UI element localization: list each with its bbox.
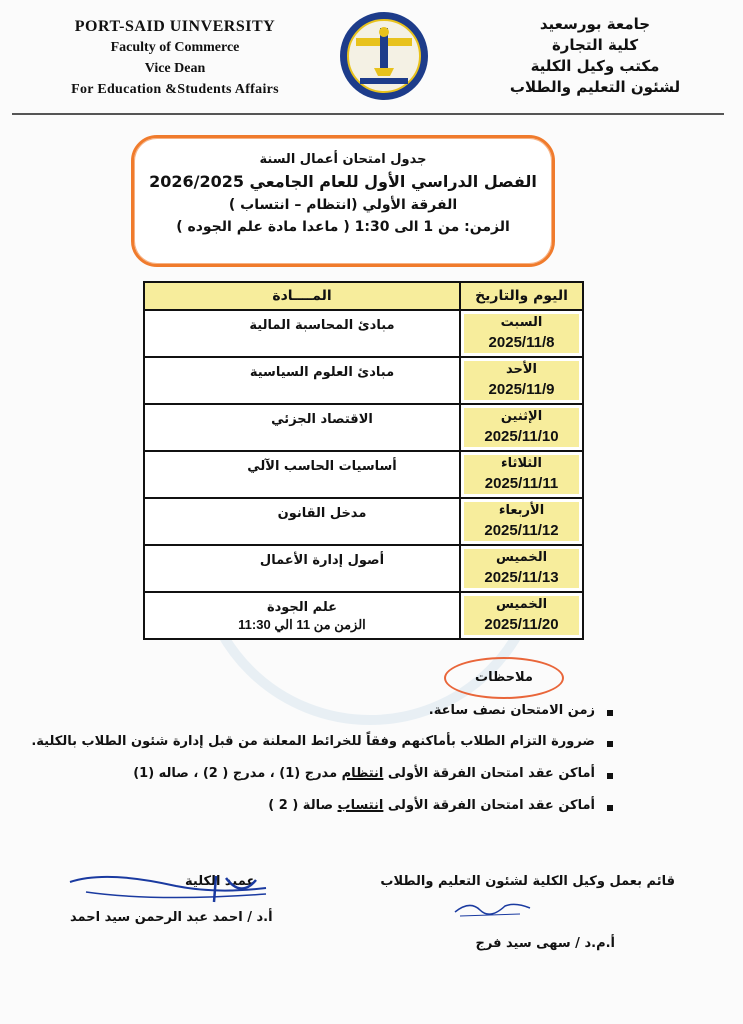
- table-row: [144, 357, 583, 404]
- subject-name: مدخل القانون: [277, 506, 367, 521]
- column-header-day: اليوم والتاريخ: [460, 282, 583, 310]
- exam-date: 2025/11/8: [488, 334, 555, 351]
- header-english: [40, 16, 310, 100]
- note-text: أماكن عقد امتحان الفرقة الأولى: [387, 798, 595, 813]
- study-mode: انتساب: [337, 798, 384, 813]
- day-name: الخميس: [495, 550, 548, 565]
- subject-name: مبادئ العلوم السياسية: [249, 365, 395, 380]
- bullet-icon: [607, 710, 613, 716]
- vice-dean-name: أ.م.د / سهى سيد فرج: [475, 936, 615, 951]
- list-item: [13, 734, 613, 749]
- note-text: مدرج (1) ، مدرج ( 2) ، صاله (1): [133, 766, 338, 781]
- day-cell: [460, 310, 583, 357]
- day-name: السبت: [500, 315, 543, 330]
- day-cell: [460, 451, 583, 498]
- table-row: [144, 545, 583, 592]
- exam-date: 2025/11/9: [488, 381, 555, 398]
- bullet-icon: [607, 773, 613, 779]
- vice-dean-title: قائم بعمل وكيل الكلية لشئون التعليم والطلاب: [380, 874, 675, 889]
- time-title: الزمن: من 1 الى 1:30 ( ماعدا مادة علم الجوده ): [176, 219, 510, 235]
- exam-title-box: [131, 135, 555, 267]
- bullet-icon: [607, 805, 613, 811]
- header-divider: [12, 113, 724, 115]
- dean-name: أ.د / احمد عبد الرحمن سيد احمد: [70, 910, 273, 925]
- table-row: [144, 451, 583, 498]
- note-text: صالة ( 2 ): [268, 798, 334, 813]
- day-cell: [460, 404, 583, 451]
- level-title: الفرقة الأولي (انتظام – انتساب ): [228, 197, 458, 213]
- list-item: [13, 766, 613, 781]
- column-header-subject: المــــادة: [144, 282, 460, 310]
- table-header-row: [144, 282, 583, 310]
- subject-cell: [144, 404, 460, 451]
- note-text: زمن الامتحان نصف ساعة.: [428, 703, 595, 718]
- notes-heading: ملاحظات: [444, 657, 564, 699]
- subject-time-note: الزمن من 11 الي 11:30: [238, 617, 366, 632]
- subject-cell: [144, 451, 460, 498]
- dept-name-ar: لشئون التعليم والطلاب: [509, 78, 681, 96]
- day-cell: [460, 357, 583, 404]
- exam-title: جدول امتحان أعمال السنة: [259, 152, 427, 167]
- day-name: الأحد: [505, 362, 537, 377]
- note-text: ضرورة التزام الطلاب بأماكنهم وفقاً للخرائط المعلنة من قبل إدارة شئون الطلاب بالكلية.: [31, 734, 595, 749]
- office-name-en: Vice Dean: [144, 61, 206, 76]
- office-name-ar: مكتب وكيل الكلية: [530, 57, 660, 75]
- subject-name: مبادئ المحاسبة المالية: [249, 318, 395, 333]
- day-name: الأربعاء: [498, 503, 545, 518]
- subject-cell: [144, 592, 460, 639]
- subject-name: علم الجودة: [266, 600, 338, 615]
- day-name: الثلاثاء: [501, 456, 542, 471]
- dean-title: عميد الكلية: [185, 874, 256, 889]
- study-mode: انتظام: [341, 766, 384, 781]
- table-row: [144, 310, 583, 357]
- bullet-icon: [607, 741, 613, 747]
- semester-title: الفصل الدراسي الأول للعام الجامعي 2026/2025: [149, 172, 537, 191]
- subject-cell: [144, 545, 460, 592]
- table-row: [144, 404, 583, 451]
- subject-cell: [144, 498, 460, 545]
- day-cell: [460, 498, 583, 545]
- exam-schedule-table: [143, 281, 584, 640]
- notes-list: [13, 703, 613, 813]
- exam-date: 2025/11/20: [484, 616, 559, 633]
- note-text: أماكن عقد امتحان الفرقة الأولى: [387, 766, 595, 781]
- day-cell: [460, 545, 583, 592]
- university-name-en: PORT-SAID UINVERSITY: [74, 18, 276, 35]
- header-arabic: [485, 14, 705, 98]
- day-name: الخميس: [495, 597, 548, 612]
- subject-cell: [144, 357, 460, 404]
- subject-name: أساسيات الحاسب الآلي: [247, 459, 397, 474]
- dept-name-en: For Education &Students Affairs: [71, 82, 279, 97]
- table-row: [144, 592, 583, 639]
- vice-dean-signature-icon: [450, 892, 540, 922]
- subject-cell: [144, 310, 460, 357]
- faculty-name-ar: كلية التجارة: [551, 36, 639, 54]
- university-logo-icon: [330, 10, 438, 102]
- list-item: [13, 798, 613, 813]
- subject-name: أصول إدارة الأعمال: [259, 553, 385, 568]
- day-name: الإثنين: [500, 409, 543, 424]
- subject-name: الاقتصاد الجزئي: [271, 412, 373, 427]
- day-cell: [460, 592, 583, 639]
- faculty-name-en: Faculty of Commerce: [110, 40, 240, 55]
- exam-date: 2025/11/10: [484, 428, 559, 445]
- exam-date: 2025/11/12: [484, 522, 559, 539]
- exam-date: 2025/11/13: [484, 569, 559, 586]
- list-item: [13, 703, 613, 718]
- table-row: [144, 498, 583, 545]
- exam-date: 2025/11/11: [484, 475, 559, 492]
- university-name-ar: جامعة بورسعيد: [539, 15, 651, 33]
